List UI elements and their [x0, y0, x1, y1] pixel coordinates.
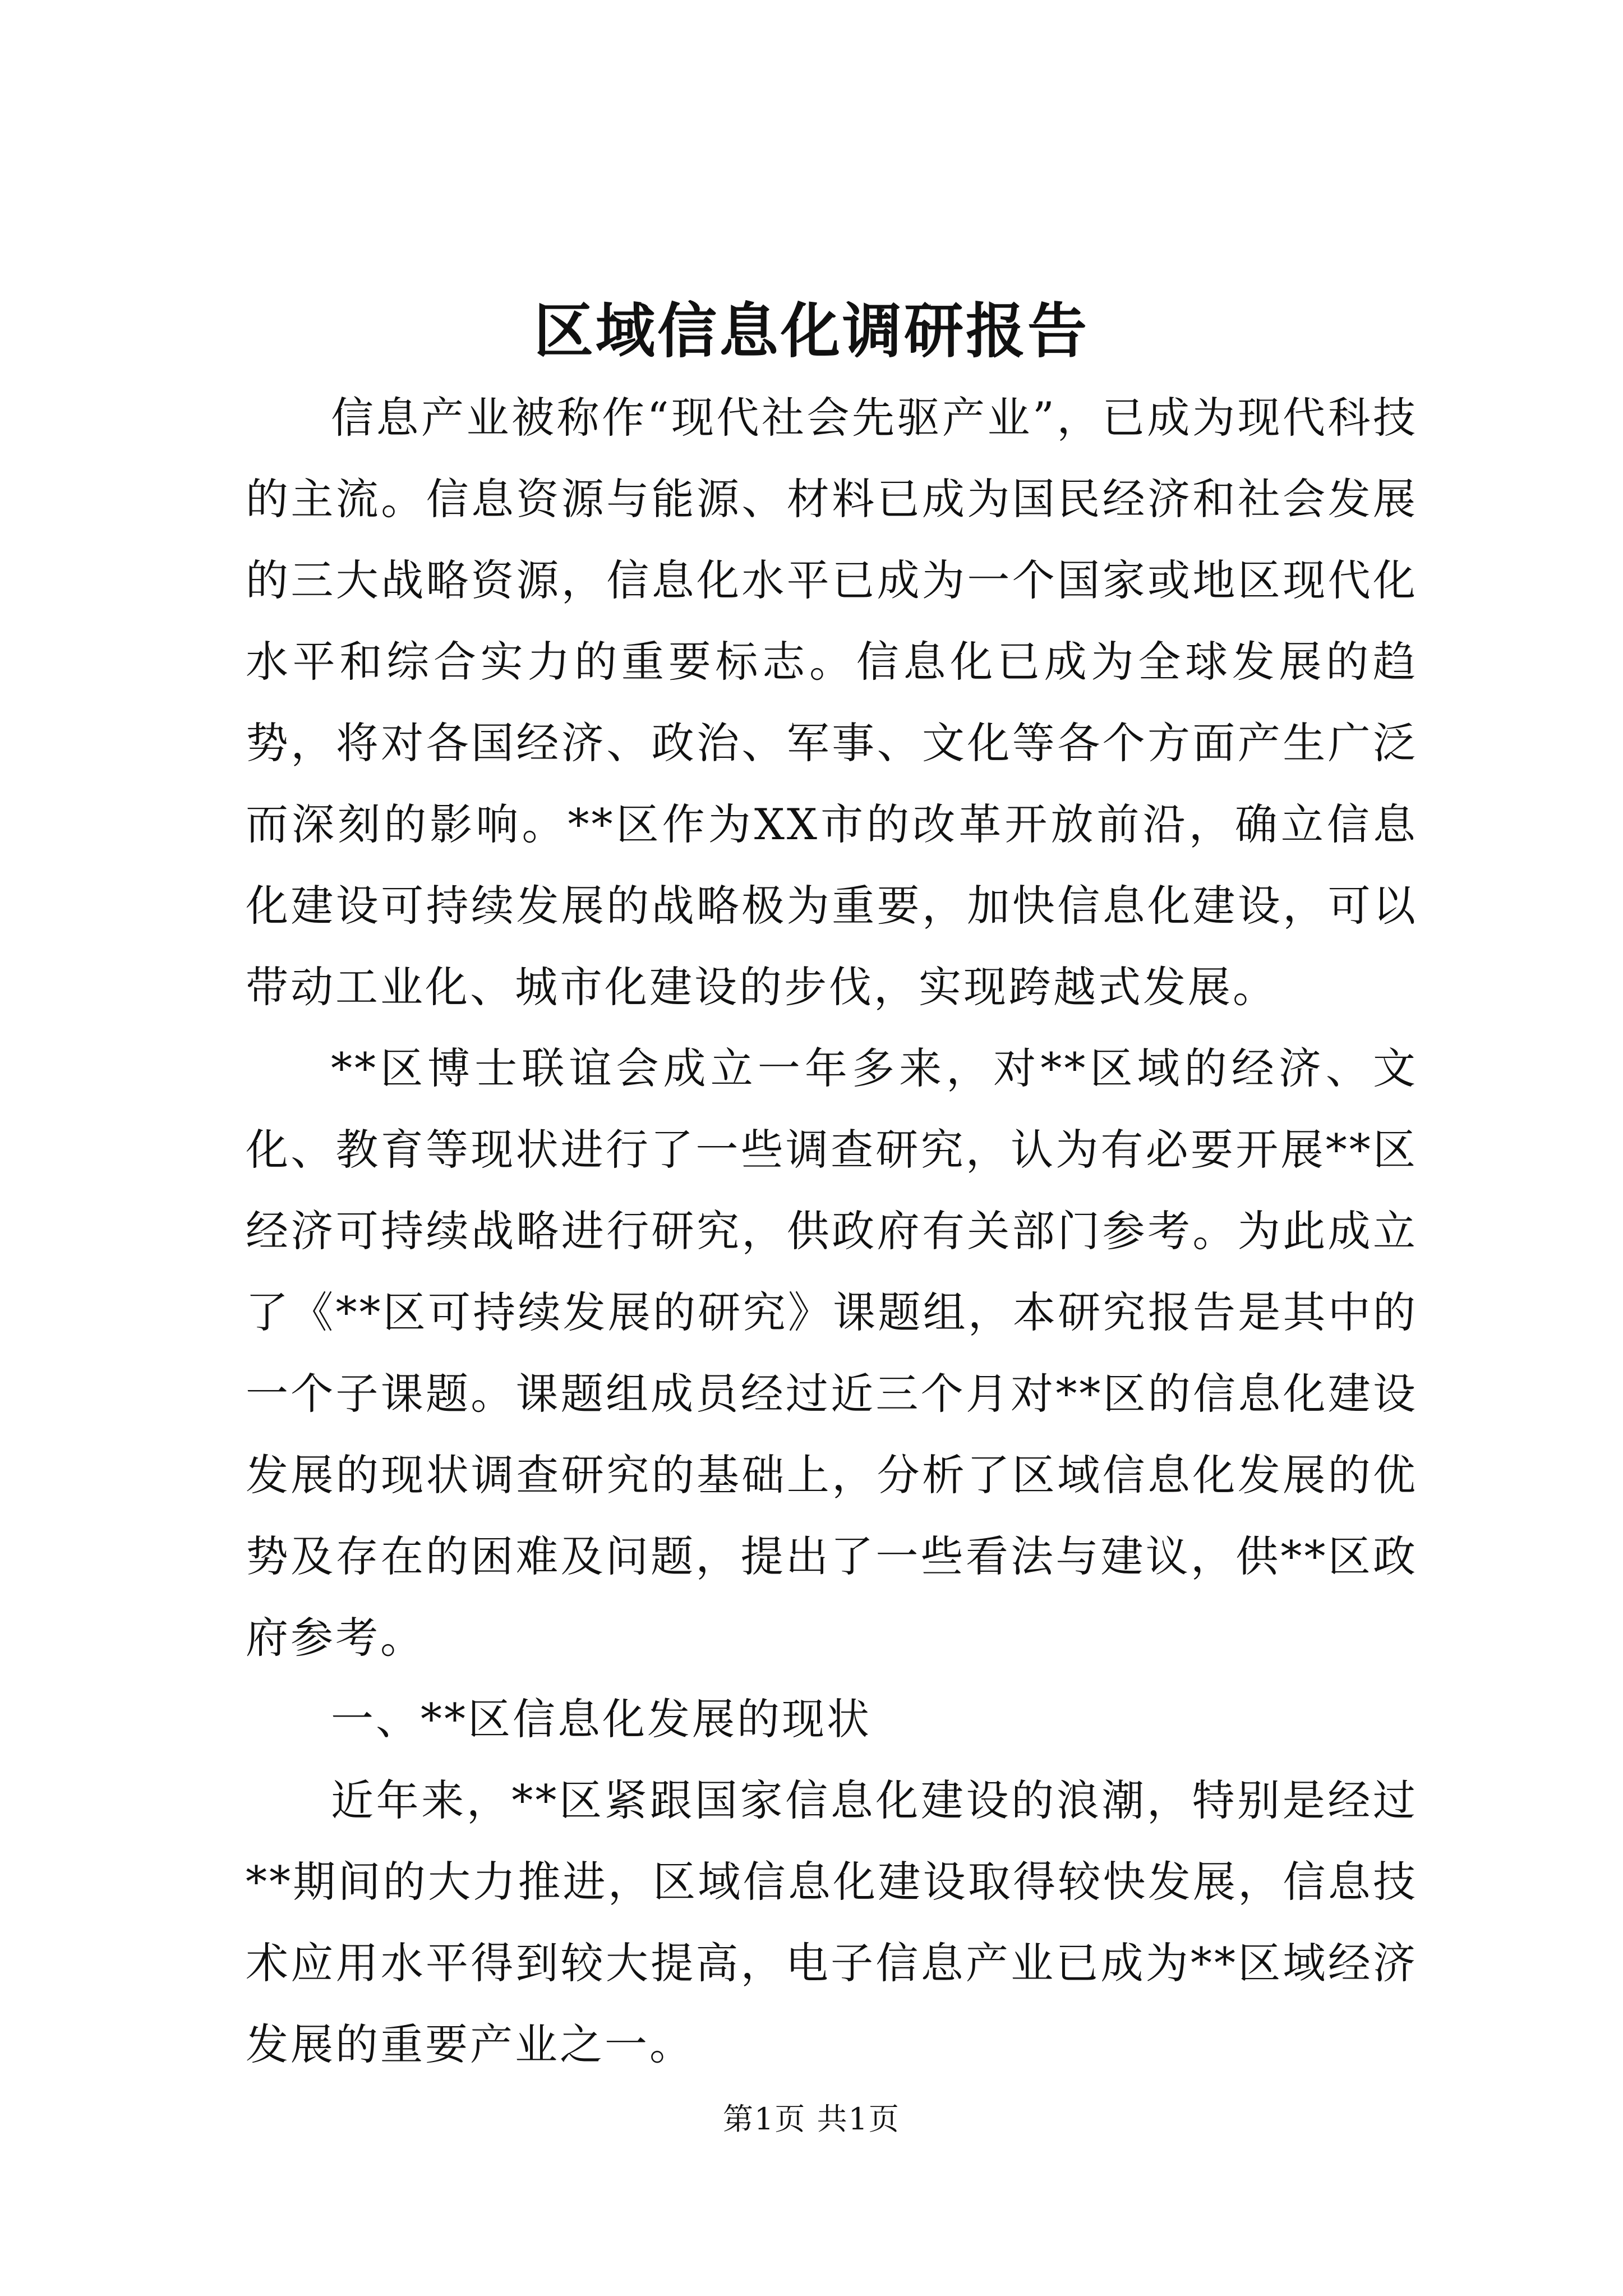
- page-footer: 第1页 共1页: [723, 2101, 900, 2137]
- section-heading: 一、**区信息化发展的现状: [331, 1694, 872, 1744]
- document-body: [246, 377, 1418, 2085]
- paragraph-status: 近年来，**区紧跟国家信息化建设的浪潮，特别是经过**期间的大力推进，区域信息化建设取得较快发展，信息技术应用水平得到较大提高，电子信息产业已成为**区域经济发展的重要产业之一。: [246, 1775, 1418, 2069]
- paragraph-background: **区博士联谊会成立一年多来，对**区域的经济、文化、教育等现状进行了一些调查研究，认为有必要开展**区经济可持续战略进行研究，供政府有关部门参考。为此成立了《**区可持续发展的研究》课题组，本研究报告是其中的一个子课题。课题组成员经过近三个月对**区的信息化建设发展的现状调查研究的基础上，分析了区域信息化发展的优势及存在的困难及问题，提出了一些看法与建议，供**区政府参考。: [246, 1043, 1418, 1663]
- document-title: 区域信息化调研报告: [534, 296, 1089, 366]
- paragraph-intro: 信息产业被称作“现代社会先驱产业”，已成为现代科技的主流。信息资源与能源、材料已成为国民经济和社会发展的三大战略资源，信息化水平已成为一个国家或地区现代化水平和综合实力的重要标志。信息化已成为全球发展的趋势，将对各国经济、政治、军事、文化等各个方面产生广泛而深刻的影响。**区作为XX市的改革开放前沿，确立信息化建设可持续发展的战略极为重要，加快信息化建设，可以带动工业化、城市化建设的步伐，实现跨越式发展。: [246, 393, 1418, 1012]
